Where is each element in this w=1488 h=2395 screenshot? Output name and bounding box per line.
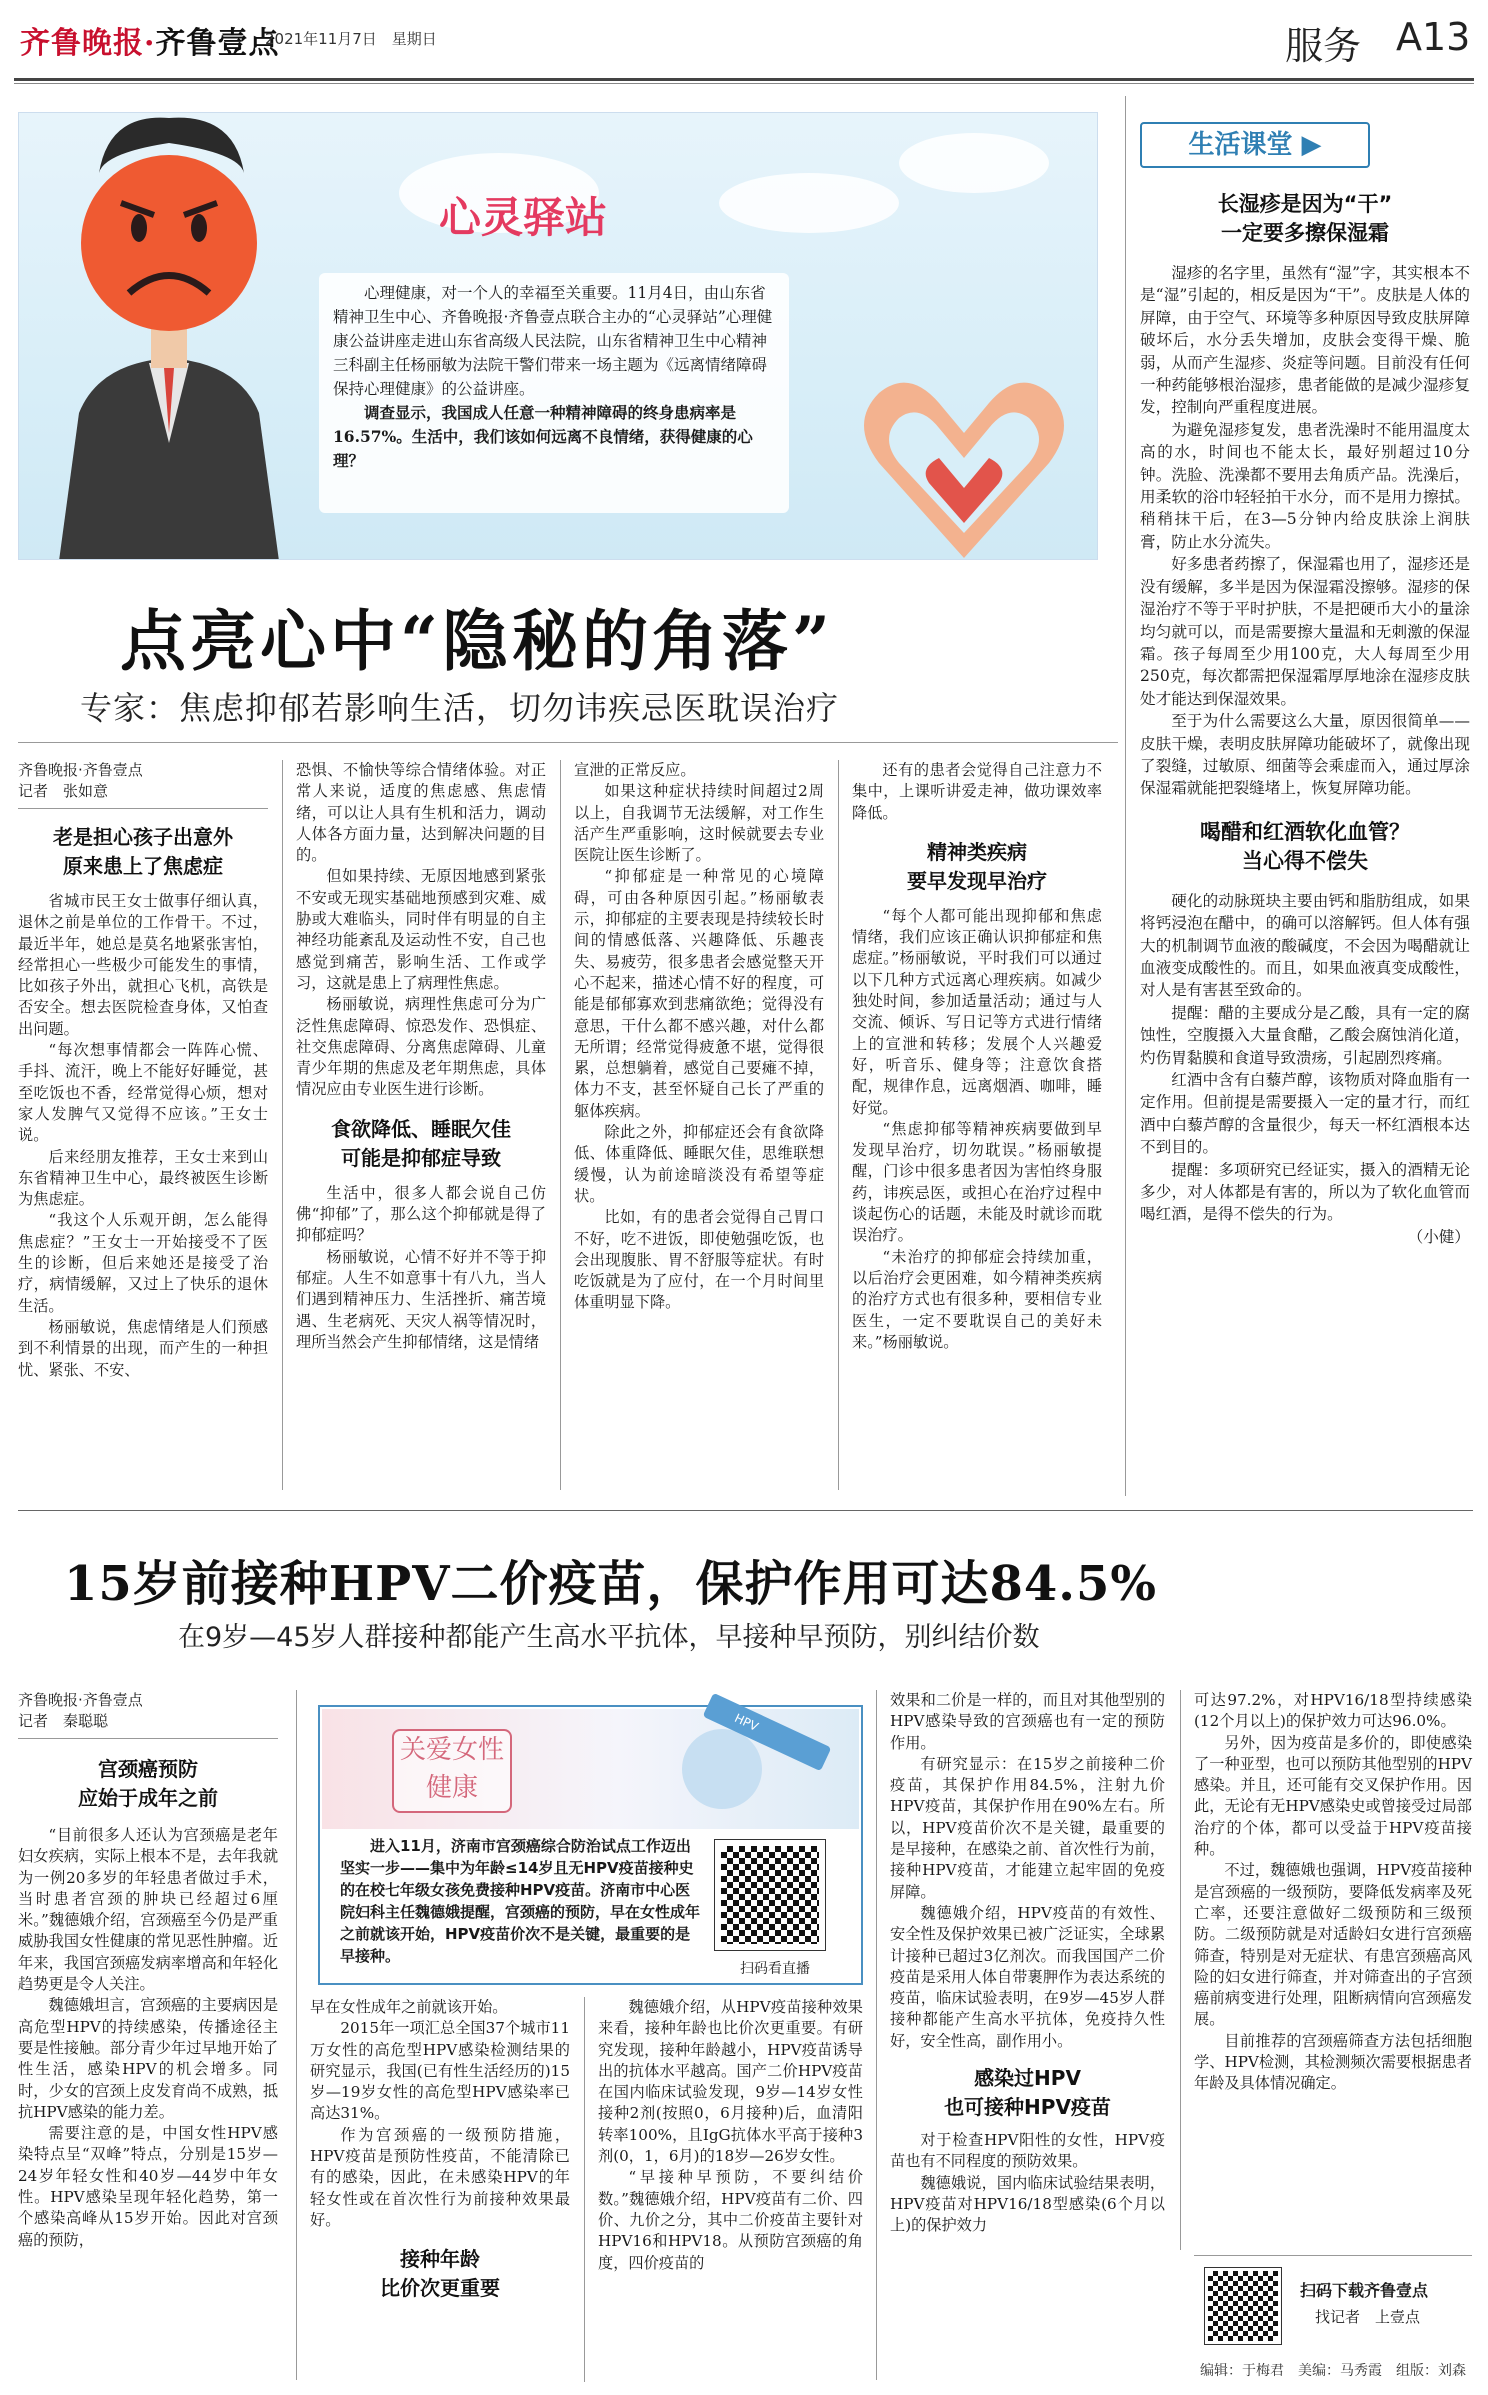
section-heading: 食欲降低、睡眠欠佳 可能是抑郁症导致: [331, 1116, 511, 1170]
hpv-box-image: 关爱女性健康 HPV: [322, 1709, 859, 1829]
qr-title: 扫码下载齐鲁壹点: [1300, 2281, 1429, 2300]
qr-caption: 扫码看直播: [740, 1961, 810, 1977]
article2-col2: 早在女性成年之前就该开始。 2015年一项汇总全国37个城市11万女性的高危型HPV感染检测结果的研究显示，我国(已有性生活经历的)15岁—19岁女性的高危型HPV感染率已高达31%。 作为宫颈癌的一级预防措施，HPV疫苗是预防性疫苗，不能清除已有的感染，因此，在未感染HPV的年轻女性或在首次性行为前接种效果最好。 接种年龄 比价次更重要: [310, 1997, 570, 2303]
article1-col1: 齐鲁晚报·齐鲁壹点 记者 张如意 老是担心孩子出意外 原来患上了焦虑症 省城市民王女士做事仔细认真，退休之前是单位的工作骨干。不过，最近半年，她总是莫名地紧张害怕，经常担心一些极少可能发生的事情，比如孩子外出，就担心飞机，高铁是否安全。想去医院检查身体，又怕查出问题。 “每次想事情都会一阵阵心慌、手抖、流汗，晚上不能好好睡觉，甚至吃饭也不香，经常觉得心烦，想对家人发脾气又觉得不应该。”王女士说。 后来经朋友推荐，王女士来到山东省精神卫生中心，最终被医生诊断为焦虑症。 “我这个人乐观开朗，怎么能得焦虑症？”王女士一开始接受不了医生的诊断，但后来她还是接受了治疗，病情缓解，又过上了快乐的退休生活。 杨丽敏说，焦虑情绪是人们预感到不利情景的出现，而产生的一种担忧、紧张、不安、: [18, 761, 268, 1379]
article2-col1: 齐鲁晚报·齐鲁壹点 记者 秦聪聪 宫颈癌预防 应始于成年之前 “目前很多人还认为宫颈癌是老年妇女疾病，实际上根本不是，去年我就为一例20多岁的年轻患者做过手术，当时患者宫颈的肿块已经超过6厘米。”魏德娥介绍，宫颈癌至今仍是严重威胁我国女性健康的常见恶性肿瘤。近年来，我国宫颈癌发病率增高和年轻化趋势更是令人关注。 魏德娥坦言，宫颈癌的主要病因是高危型HPV的持续感染，传播途径主要是性接触。部分青少年过早地开始了性生活，感染HPV的机会增多。同时，少女的宫颈上皮发育尚不成熟，抵抗HPV感染的能力差。 需要注意的是，中国女性HPV感染特点呈“双峰”特点，分别是15岁—24岁年轻女性和40岁—44岁中年女性。HPV感染呈现年轻化趋势，第一个感染高峰从15岁开始。因此对宫颈癌的预防，: [18, 1691, 278, 2249]
section-heading: 精神类疾病 要早发现早治疗: [907, 839, 1047, 893]
banner-logo: 心灵驿站: [439, 193, 608, 242]
header-rule-thin: [14, 83, 1474, 84]
byline: 齐鲁晚报·齐鲁壹点 记者 张如意: [18, 761, 143, 800]
section-heading: 宫颈癌预防 应始于成年之前: [78, 1757, 218, 1810]
sad-man-illustration: [39, 113, 299, 560]
live-qr-code[interactable]: [715, 1840, 825, 1950]
article1-subtitle: 专家：焦虑抑郁若影响生活，切勿讳疾忌医耽误治疗: [80, 689, 840, 727]
article2-title: 15岁前接种HPV二价疫苗，保护作用可达84.5%: [64, 1556, 1158, 1612]
heart-hands-illustration: [839, 363, 1089, 560]
banner-intro-p1: 心理健康，对一个人的幸福至关重要。11月4日，由山东省精神卫生中心、齐鲁晚报·齐鲁壹点联合主办的“心灵驿站”心理健康公益讲座走进山东省高级人民法院，山东省精神卫生中心精神三科副主任杨丽敏为法院干警们带来一场主题为《远离情绪障碍 保持心理健康》的公益讲座。: [333, 284, 783, 398]
newspaper-logo: 齐鲁晚报·齐鲁壹点: [20, 26, 280, 61]
article1-col2: 恐惧、不愉快等综合情绪体验。对正常人来说，适度的焦虑感、焦虑情绪，可以让人具有生机和活力，调动人体各方面力量，达到解决问题的目的。 但如果持续、无原因地感到紧张不安或无现实基础地预感到灾难、威胁或大难临头，同时伴有明显的自主神经功能紊乱及运动性不安，自己也感觉到痛苦，影响生活、工作或学习，这就是患上了病理性焦虑。 杨丽敏说，病理性焦虑可分为广泛性焦虑障碍、惊恐发作、恐惧症、社交焦虑障碍、分离焦虑障碍、儿童青少年期的焦虑及老年期焦虑，具体情况应由专业医生进行诊断。 食欲降低、睡眠欠佳 可能是抑郁症导致 生活中，很多人都会说自己仿佛“抑郁”了，那么这个抑郁就是得了抑郁症吗？ 杨丽敏说，心情不好并不等于抑郁症。人生不如意事十有八九，当人们遇到精神压力、生活挫折、痛苦境遇、生老病死、天灾人祸等情况时，理所当然会产生抑郁情绪，这是情绪: [296, 761, 546, 1351]
banner-intro-p2: 调查显示，我国成人任意一种精神障碍的终身患病率是16.57%。生活中，我们该如何远离不良情绪，获得健康的心理？: [333, 403, 753, 470]
byline: 齐鲁晚报·齐鲁壹点 记者 秦聪聪: [18, 1691, 143, 1730]
section-heading: 感染过HPV 也可接种HPV疫苗: [944, 2066, 1111, 2120]
qr-sub: 找记者 上壹点: [1315, 2308, 1421, 2326]
sidebar-heading-1: 长湿疹是因为“干” 一定要多擦保湿霜: [1217, 192, 1393, 245]
sidebar-tag: 生活课堂 ▶: [1140, 122, 1370, 168]
article1-col3: 宣泄的正常反应。 如果这种症状持续时间超过2周以上，自我调节无法缓解，对工作生活产生严重影响，这时候就要去专业医院让医生诊断了。 “抑郁症是一种常见的心境障碍，可由各种原因引起。”杨丽敏表示，抑郁症的主要表现是持续较长时间的情感低落、兴趣降低、乐趣丧失、易疲劳，很多患者会感觉整天开心不起来，描述心情不好的程度，可能是郁郁寡欢到悲痛欲绝；觉得没有意思，干什么都不感兴趣，对什么都无所谓；经常觉得疲惫不堪，觉得很累，总想躺着，感觉自己要瘫不掉，体力不支，甚至怀疑自己长了严重的躯体疾病。 除此之外，抑郁症还会有食欲降低、体重降低、睡眠欠佳，思维联想缓慢，认为前途暗淡没有希望等症状。 比如，有的患者会觉得自己胃口不好，吃不进饭，即使勉强吃饭，也会出现腹胀、胃不舒服等症状。有时吃饭就是为了应付，在一个月时间里体重明显下降。: [574, 761, 824, 1312]
box-tag: 关爱女性健康: [392, 1729, 512, 1813]
article2-col5: 可达97.2%，对HPV16/18型持续感染(12个月以上)的保护效力可达96.0%。 另外，因为疫苗是多价的，即使感染了一种亚型，也可以预防其他型别的HPV感染。并且，还可能有交叉保护作用。因此，无论有无HPV感染史或曾接受过局部治疗的个体，都可以受益于HPV疫苗接种。 不过，魏德娥也强调，HPV疫苗接种是宫颈癌的一级预防，要降低发病率及死亡率，还要注意做好二级预防和三级预防。二级预防就是对适龄妇女进行宫颈癌筛查，特别是对无症状、有患宫颈癌高风险的妇女进行筛查，并对筛查出的子宫颈癌前病变进行处理，阻断病情向宫颈癌发展。 目前推荐的宫颈癌筛查方法包括细胞学、HPV检测，其检测频次需要根据患者年龄及具体情况确定。: [1194, 1691, 1472, 2093]
issue-date: 2021年11月7日 星期日: [265, 30, 437, 48]
editor-credits: 编辑：于梅君 美编：马秀霞 组版：刘森: [1200, 2363, 1466, 2379]
article1-col4: 还有的患者会觉得自己注意力不集中，上课听讲爱走神，做功课效率降低。 精神类疾病 要早发现早治疗 “每个人都可能出现抑郁和焦虑情绪，我们应该正确认识抑郁症和焦虑症。”杨丽敏说，平时我们可以通过以下几种方式远离心理疾病。如减少独处时间，参加适量活动；通过与人交流、倾诉、写日记等方式进行情绪上的宣泄和转移；发展个人兴趣爱好，听音乐、健身等；注意饮食搭配，规律作息，远离烟酒、咖啡，睡好觉。 “焦虑抑郁等精神疾病要做到早发现早治疗，切勿耽误。”杨丽敏提醒，门诊中很多患者因为害怕终身服药，讳疾忌医，或担心在治疗过程中谈起伤心的话题，未能及时就诊而耽误治疗。 “未治疗的抑郁症会持续加重，以后治疗会更困难，如今精神类疾病的治疗方式也有很多种，要相信专业医生，一定不要耽误自己的美好未来。”杨丽敏说。: [852, 761, 1102, 1351]
box-text: 进入11月，济南市宫颈癌综合防治试点工作迈出坚实一步——集中为年龄≤14岁且无HPV疫苗接种史的在校七年级女孩免费接种HPV疫苗。济南市中心医院妇科主任魏德娥提醒，宫颈癌的预防，早在女性成年之前就该开始，HPV疫苗价次不是关键，最重要的是早接种。: [340, 1837, 701, 1965]
article2-col3: 魏德娥介绍，从HPV疫苗接种效果来看，接种年龄也比价次更重要。有研究发现，接种年龄越小，HPV疫苗诱导出的抗体水平越高。国产二价HPV疫苗在国内临床试验发现，9岁—14岁女性接种2剂(按照0，6月接种)后，血清阳转率100%，且IgG抗体水平高于接种3剂(0，1，6月)的18岁—26岁女性。 “早接种早预防，不要纠结价数。”魏德娥介绍，HPV疫苗有二价、四价、九价之分，其中二价疫苗主要针对HPV16和HPV18。从预防宫颈癌的角度，四价疫苗的: [598, 1998, 863, 2272]
article2-subtitle: 在9岁—45岁人群接种都能产生高水平抗体，早接种早预防，别纠结价数: [178, 1622, 1040, 1653]
section-heading: 接种年龄 比价次更重要: [380, 2247, 500, 2301]
banner-illustration: [18, 112, 1098, 560]
article1-title: 点亮心中“隐秘的角落”: [120, 602, 834, 680]
sidebar-column: 长湿疹是因为“干” 一定要多擦保湿霜 湿疹的名字里，虽然有“湿”字，其实根本不是“湿”引起的，相反是因为“干”。皮肤是人体的屏障，由于空气、环境等多种原因导致皮肤屏障破坏后，水分丢失增加，皮肤会变得干燥、脆弱，从而产生湿疹、炎症等问题。目前没有任何一种药能够根治湿疹，患者能做的是减少湿疹复发，控制向严重程度进展。 为避免湿疹复发，患者洗澡时不能用温度太高的水，时间也不能太长，最好别超过10分钟。洗脸、洗澡都不要用去角质产品。洗澡后，用柔软的浴巾轻轻拍干水分，而不是用力擦拭。稍稍抹干后，在3—5分钟内给皮肤涂上润肤膏，防止水分流失。 好多患者药擦了，保湿霜也用了，湿疹还是没有缓解，多半是因为保湿霜没擦够。湿疹的保湿治疗不等于平时护肤，不是把硬币大小的量涂均匀就可以，而是需要擦大量温和无刺激的保湿霜。孩子每周至少用100克，大人每周至少用250克，每次都需把保湿霜厚厚地涂在湿疹皮肤处才能达到保湿效果。 至于为什么需要这么大量，原因很简单——皮肤干燥，表明皮肤屏障功能破坏了，就像出现了裂缝，过敏原、细菌等会乘虚而入，通过厚涂保湿霜就能把裂缝堵上，恢复屏障功能。 喝醋和红酒软化血管？ 当心得不偿失 硬化的动脉斑块主要由钙和脂肪组成，如果将钙浸泡在醋中，的确可以溶解钙。但人体有强大的机制调节血液的酸碱度，不会因为喝醋就让血液变成酸性的。而且，如果血液真变成酸性，对人是有害甚至致命的。 提醒：醋的主要成分是乙酸，具有一定的腐蚀性，空腹摄入大量食醋，乙酸会腐蚀消化道，灼伤胃黏膜和食道导致溃疡，引起剧烈疼痛。 红酒中含有白藜芦醇，该物质对降血脂有一定作用。但前提是需要摄入一定的量才行，而红酒中白藜芦醇的含量很少，每天一杯红酒根本达不到目的。 提醒：多项研究已经证实，摄入的酒精无论多少，对人体都是有害的，所以为了软化血管而喝红酒，是得不偿失的行为。 （小健）: [1140, 192, 1470, 1246]
app-download-qr-code[interactable]: [1205, 2268, 1281, 2344]
header-rule: [14, 78, 1474, 81]
page-number: A13: [1396, 15, 1471, 59]
banner-intro-box: [319, 273, 789, 513]
section-heading: 老是担心孩子出意外 原来患上了焦虑症: [53, 825, 233, 878]
section-name: 服务: [1285, 24, 1362, 68]
article2-col4: 效果和二价是一样的，而且对其他型别的HPV感染导致的宫颈癌也有一定的预防作用。 有研究显示：在15岁之前接种二价疫苗，其保护作用84.5%，注射九价HPV疫苗，其保护作用在90%左右。所以，HPV疫苗价次不是关键，最重要的是早接种，在感染之前、首次性行为前，接种HPV疫苗，才能建立起牢固的免疫屏障。 魏德娥介绍，HPV疫苗的有效性、安全性及保护效果已被广泛证实，全球累计接种已超过3亿剂次。而我国国产二价疫苗是采用人体自带裹胛作为表达系统的疫苗，临床试验表明，在9岁—45岁人群接种都能产生高水平抗体，免疫持久性好，安全性高，副作用小。 感染过HPV 也可接种HPV疫苗 对于检查HPV阳性的女性，HPV疫苗也有不同程度的预防效果。 魏德娥说，国内临床试验结果表明，HPV疫苗对HPV16/18型感染(6个月以上)的保护效力: [890, 1691, 1165, 2235]
sidebar-heading-2: 喝醋和红酒软化血管？ 当心得不偿失: [1200, 819, 1410, 873]
